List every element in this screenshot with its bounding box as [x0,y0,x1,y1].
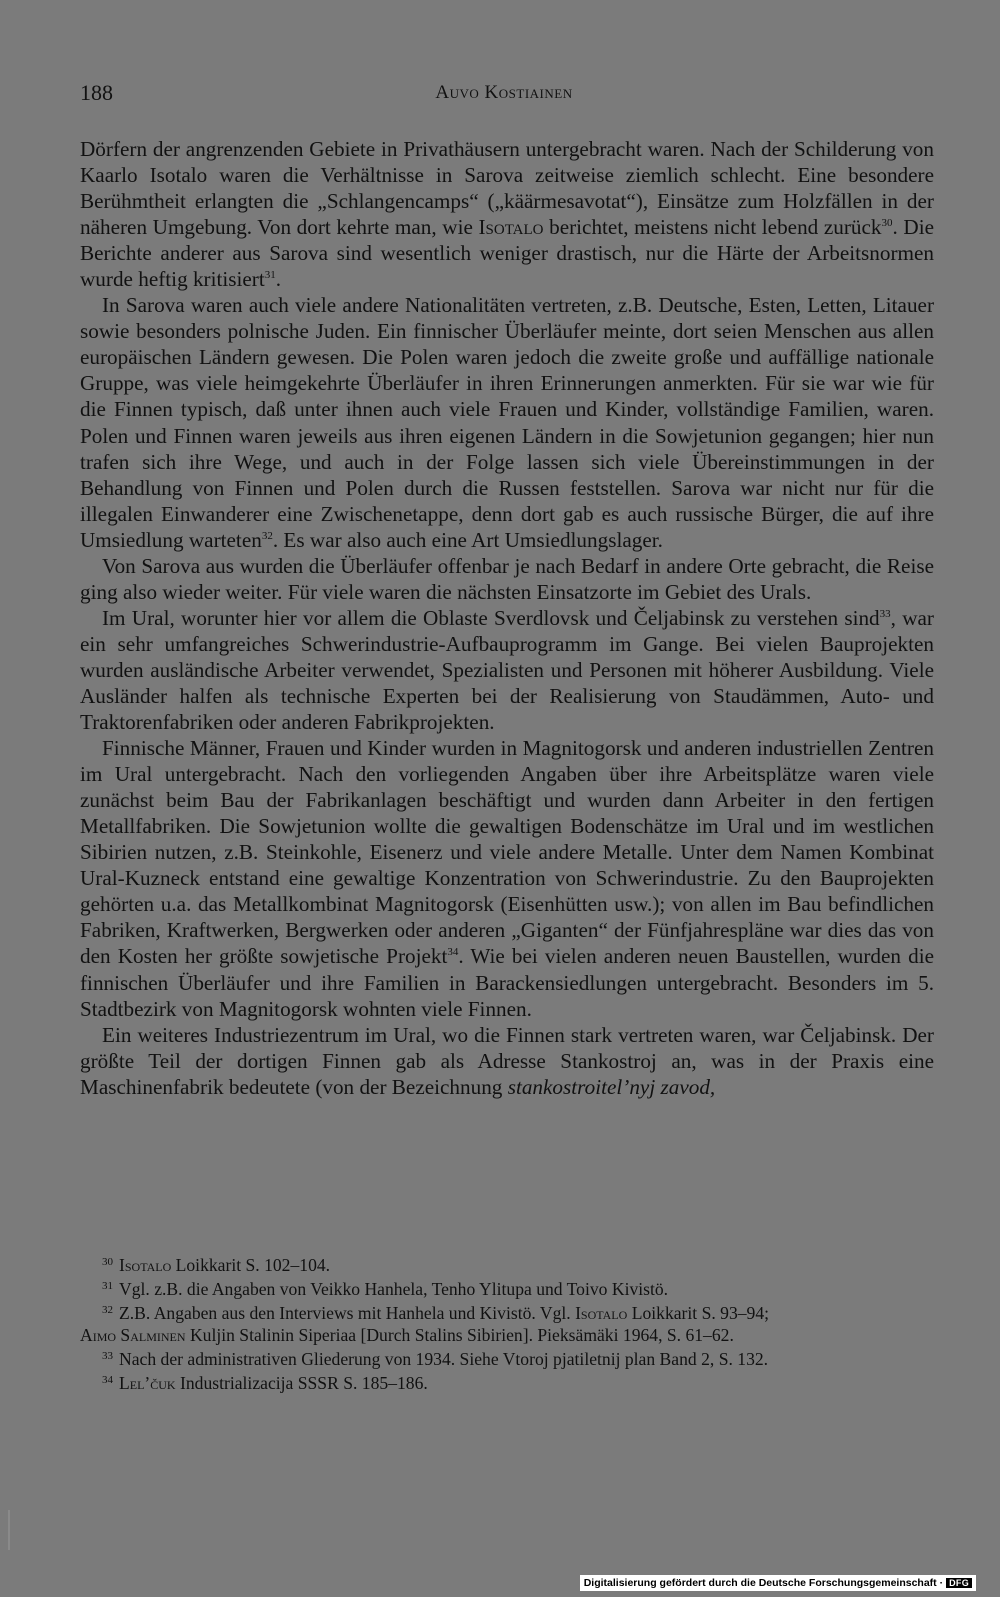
footnote [80,1325,934,1346]
author-name: Lel’čuk [119,1373,176,1394]
author-name: Aimo Salminen [80,1324,186,1345]
author-name: Isotalo [478,215,544,240]
paragraph [80,553,934,605]
paragraph [80,605,934,735]
text-run: Industrializacija SSSR S. 185–186. [175,1373,428,1394]
author-name: Isotalo [119,1255,172,1275]
text-run: Ein weiteres Industriezentrum im Ural, wo die Finnen stark vertreten waren, war Čeljabinsk. Der größte Teil der dortigen Finnen gab als Adresse Stankostroj an, was in der Praxis eine Maschinenfabrik bedeutete (von der Bezeichnung [80,1022,934,1099]
text-run: Finnische Männer, Frauen und Kinder wurden in Magnitogorsk und anderen industriellen Zentren im Ural untergebracht. Nach den vorliegenden Angaben über ihre Arbeitsplätze waren viele zunächst beim Bau der Fabrikanlagen beschäftigt und wurden dann Arbeiter in den fertigen Metallfabriken. Die Sowjetunion wollte die gewaltigen Bodenschätze im Ural und im westlichen Sibirien nutzen, z.B. Steinkohle, Eisenerz und viele andere Metalle. Unter dem Namen Kombinat Ural-Kuzneck entstand eine gewaltige Konzentration von Schwerindustrie. Zu den Bauprojekten gehörten u.a. das Metallkombinat Magnitogorsk (Eisenhütten usw.); von allen im Bau befindlichen Fabriken, Kraftwerken, Bergwerken oder anderen „Giganten“ der Fünfjahrespläne war dies das von den Kosten her größte sowjetische Projekt [80,736,934,969]
text-run: . Wie bei vielen anderen neuen Baustellen, wurden die finnischen Überläufer und ihre Familien in Barackensiedlungen untergebracht. Besonders im 5. Stadtbezirk von Magnitogorsk wohnten viele Finnen. [80,944,934,1021]
footnote [80,1300,934,1324]
text-run: Vgl. z.B. die Angaben von Veikko Hanhela, Tenho Ylitupa und Toivo Kivistö. [119,1279,669,1300]
author-name: Isotalo [575,1303,628,1324]
text-run: Loikkarit S. 102–104. [171,1255,331,1275]
footnote-reference: 30 [881,217,893,230]
dfg-logo: DFG [946,1578,972,1588]
paragraph [80,1022,934,1100]
body-text [80,136,934,1100]
footnote [80,1370,934,1394]
running-head: Auvo Kostiainen [435,82,573,103]
text-run: Loikkarit S. 93–94; [627,1303,770,1324]
footnotes [80,1252,934,1394]
text-run: . Es war also auch eine Art Umsiedlungslager. [272,527,663,552]
footnote-number: 34 [102,1374,113,1387]
digitization-credit [580,1575,976,1591]
text-run: Z.B. Angaben aus den Interviews mit Hanhela und Kivistö. Vgl. [119,1303,576,1324]
text-run: In Sarova waren auch viele andere Nationalitäten vertreten, z.B. Deutsche, Esten, Letten, Litauer sowie besonders polnische Juden. Ein finnischer Überläufer meinte, dort seien Menschen aus allen europäischen Ländern gewesen. Die Polen waren jedoch die zweite große und auffällige nationale Gruppe, was viele heimgekehrte Überläufer in ihren Erinnerungen anmerkten. Für sie war wie für die Finnen typisch, daß unter ihnen auch viele Frauen und Kinder, vollständige Familien, waren. Polen und Finnen waren jeweils aus ihren eigenen Ländern in die Sowjetunion gegangen; hier nun trafen sich ihre Wege, und auch in der Folge lassen sich viele Übereinstimmungen in der Behandlung von Finnen und Polen durch die Russen feststellen. Sarova war nicht nur für die illegalen Einwanderer eine Zwischenetappe, denn dort gab es auch russische Bürger, die auf ihre Umsiedlung warteten [80,293,934,552]
text-run: Von Sarova aus wurden die Überläufer offenbar je nach Bedarf in andere Orte gebracht, die Reise ging also wieder weiter. Für viele waren die nächsten Einsatzorte im Gebiet des Urals. [80,553,934,604]
footnote [80,1252,934,1276]
text-run: Nach der administrativen Gliederung von 1934. Siehe Vtoroj pjatiletnij plan Band 2, S. 132. [119,1348,769,1369]
paragraph [80,136,934,292]
text-run: Dörfern der angrenzenden Gebiete in Privathäusern untergebracht waren. Nach der Schilderung von Kaarlo Isotalo waren die Verhältnisse in Sarova zeitweise ziemlich schlecht. Eine besondere Berühmtheit erlangten die „Schlangencamps“ („käärmesavotat“), Einsätze zum Holzfällen in der näheren Umgebung. Von dort kehrte man, wie [80,137,934,240]
text-run: Kuljin Stalinin Siperiaa [Durch Stalins Sibirien]. Pieksämäki 1964, S. 61–62. [185,1324,734,1345]
footnote-reference: 34 [447,946,459,959]
footnote-reference: 32 [261,529,273,542]
footnote-number: 31 [102,1280,113,1293]
text-run: berichtet, meistens nicht lebend zurück [543,215,882,240]
page-number: 188 [80,80,113,105]
text-run: Im Ural, worunter hier vor allem die Oblaste Sverdlovsk und Čeljabinsk zu verstehen sind [102,605,880,630]
footnote-number: 32 [102,1304,113,1317]
footnote-reference: 33 [879,607,891,620]
text-run: . Die Berichte anderer aus Sarova sind wesentlich weniger drastisch, nur die Härte der Arbeitsnormen wurde heftig kritisiert [80,215,934,292]
footnote-number: 33 [102,1349,113,1362]
paragraph [80,292,934,552]
scan-mark [8,1510,10,1550]
text-run: . [275,267,282,292]
footnote-reference: 31 [264,269,276,282]
paragraph [80,735,934,1022]
footnote [80,1346,934,1370]
footnote-number: 30 [102,1256,113,1268]
italic-text: stankostroitel’nyj zavod, [507,1074,716,1099]
page-header [80,80,928,110]
text-run: , war ein sehr umfangreiches Schwerindustrie-Aufbauprogramm im Gange. Bei vielen Bauprojekten wurden ausländische Arbeiter verwendet, Spezialisten und Personen mit höherer Ausbildung. Viele Ausländer halfen als technische Experten bei der Realisierung von Staudämmen, Auto- und Traktorenfabriken oder anderen Fabrikprojekten. [80,605,934,735]
credit-text: Digitalisierung gefördert durch die Deutsche Forschungsgemeinschaft · [583,1577,944,1589]
footnote [80,1276,934,1300]
